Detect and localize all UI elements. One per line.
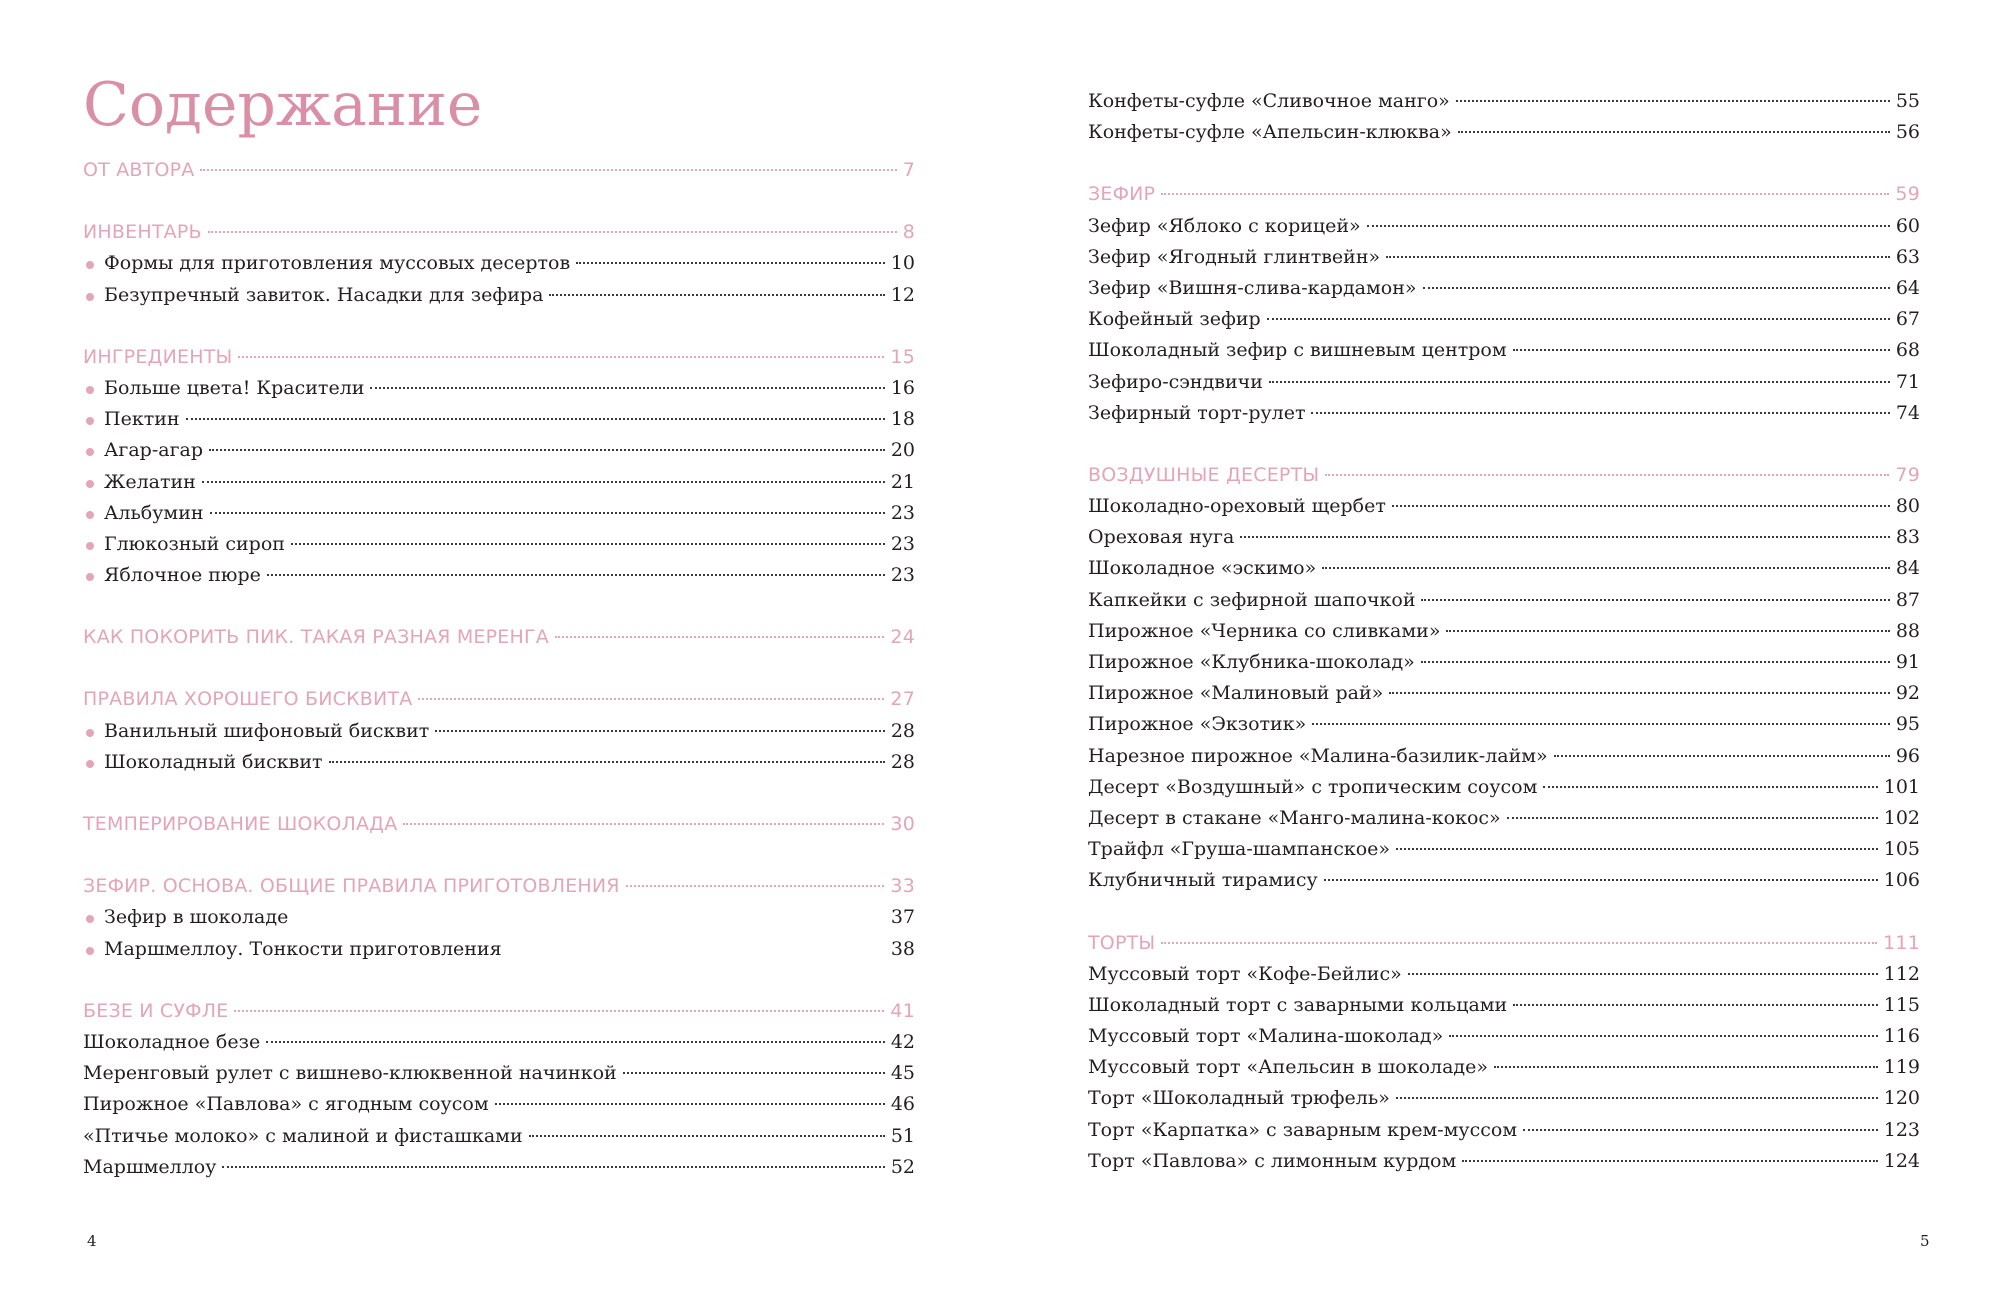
toc-page-number: 46 (890, 1093, 915, 1116)
toc-page-number: 111 (1883, 931, 1920, 954)
toc-entry-title: Ореховая нуга (1088, 526, 1235, 549)
toc-entry[interactable] (1088, 990, 1920, 1021)
toc-page-number: 56 (1895, 121, 1920, 144)
dot-leader (1389, 692, 1890, 694)
toc-entry[interactable] (1088, 678, 1920, 709)
dot-leader (208, 231, 897, 233)
dot-leader (1543, 786, 1877, 788)
toc-entry-title: Агар-агар (104, 439, 204, 462)
toc-bullet-entry[interactable] (83, 435, 915, 466)
toc-page-number: 23 (890, 532, 915, 555)
toc-entry-title: Зефир «Яблоко с корицей» (1088, 214, 1361, 237)
dot-leader (210, 512, 885, 514)
dot-leader (329, 761, 885, 763)
toc-page-number: 23 (890, 564, 915, 587)
toc-entry-title: Капкейки с зефирной шапочкой (1088, 588, 1416, 611)
toc-page-number: 21 (890, 470, 915, 493)
toc-page-number: 64 (1895, 276, 1920, 299)
toc-entry-title: Торт «Карпатка» с заварным крем-муссом (1088, 1118, 1518, 1141)
toc-entry[interactable] (1088, 273, 1920, 304)
section-gap (83, 186, 915, 217)
dot-leader (234, 1010, 884, 1012)
dot-leader (1312, 723, 1890, 725)
toc-entry[interactable] (1088, 647, 1920, 678)
toc-page-number: 71 (1895, 370, 1920, 393)
toc-entry[interactable] (1088, 398, 1920, 429)
dot-leader (1408, 973, 1878, 975)
toc-page-number: 51 (890, 1124, 915, 1147)
toc-bullet-entry[interactable] (83, 404, 915, 435)
toc-entry[interactable] (1088, 741, 1920, 772)
dot-leader (267, 574, 885, 576)
toc-entry-title: ВОЗДУШНЫЕ ДЕСЕРТЫ (1088, 463, 1320, 486)
dot-leader (1240, 536, 1889, 538)
toc-entry-title: БЕЗЕ И СУФЛЕ (83, 999, 229, 1022)
toc-entry-title: Больше цвета! Красители (104, 376, 365, 399)
dot-leader (1324, 879, 1878, 881)
page-title: Содержание (83, 70, 483, 140)
toc-entry-title: Зефирный торт-рулет (1088, 401, 1306, 424)
toc-page-number: 7 (902, 159, 915, 181)
dot-leader (1161, 942, 1877, 944)
dot-leader (1462, 1160, 1877, 1162)
toc-entry[interactable] (1088, 616, 1920, 647)
toc-column-left (83, 155, 915, 1183)
toc-page-number: 83 (1895, 526, 1920, 549)
toc-entry[interactable] (1088, 1052, 1920, 1083)
dot-leader (1396, 848, 1878, 850)
toc-section-heading[interactable] (83, 684, 915, 715)
toc-entry[interactable] (1088, 491, 1920, 522)
toc-entry-title: Ванильный шифоновый бисквит (104, 719, 430, 742)
dot-leader (200, 169, 896, 171)
toc-section-heading[interactable] (1088, 460, 1920, 491)
toc-entry-title: Десерт «Воздушный» с тропическим соусом (1088, 775, 1538, 798)
dot-leader (1446, 630, 1889, 632)
section-gap (1088, 148, 1920, 179)
toc-entry-title: Муссовый торт «Апельсин в шоколаде» (1088, 1056, 1489, 1079)
toc-entry-title: Конфеты-суфле «Апельсин-клюква» (1088, 121, 1452, 144)
page-number-left: 4 (87, 1232, 97, 1250)
dot-leader (435, 730, 885, 732)
toc-entry-title: Пирожное «Малиновый рай» (1088, 682, 1384, 705)
toc-entry-title: Яблочное пюре (104, 564, 261, 587)
dot-leader (555, 636, 884, 638)
toc-page-number: 45 (890, 1062, 915, 1085)
toc-entry-title: Десерт в стакане «Манго-малина-кокос» (1088, 806, 1501, 829)
toc-entry-title: Нарезное пирожное «Малина-базилик-лайм» (1088, 744, 1548, 767)
toc-entry[interactable] (83, 1058, 915, 1089)
toc-page-number: 60 (1895, 214, 1920, 237)
toc-entry[interactable] (1088, 86, 1920, 117)
toc-bullet-entry[interactable] (83, 934, 915, 965)
dot-leader (529, 1135, 885, 1137)
toc-entry-title: Трайфл «Груша-шампанское» (1088, 838, 1391, 861)
toc-entry-title: Пектин (104, 408, 180, 431)
dot-leader (1513, 349, 1890, 351)
toc-page-number: 95 (1895, 713, 1920, 736)
toc-page-number: 68 (1895, 339, 1920, 362)
toc-entry[interactable] (1088, 709, 1920, 740)
toc-entry[interactable] (1088, 335, 1920, 366)
toc-entry-title: Кофейный зефир (1088, 308, 1261, 331)
dot-leader (1267, 318, 1890, 320)
toc-entry-title: Конфеты-суфле «Сливочное манго» (1088, 90, 1450, 112)
toc-section-heading[interactable] (83, 155, 915, 186)
toc-entry[interactable] (1088, 211, 1920, 242)
toc-page-number: 115 (1883, 993, 1920, 1016)
dot-leader (1386, 256, 1890, 258)
toc-page-number: 10 (890, 252, 915, 275)
toc-entry-title: ТЕМПЕРИРОВАНИЕ ШОКОЛАДА (83, 813, 398, 835)
toc-section-heading[interactable] (83, 342, 915, 373)
toc-entry-title: ОТ АВТОРА (83, 159, 195, 181)
dot-leader (1494, 1066, 1878, 1068)
dot-leader (1507, 817, 1878, 819)
toc-page-number: 102 (1883, 806, 1920, 829)
toc-page-number: 37 (890, 906, 915, 929)
dot-leader (1456, 100, 1890, 102)
toc-page-number: 116 (1883, 1025, 1920, 1048)
toc-entry-title: Пирожное «Клубника-шоколад» (1088, 651, 1415, 673)
section-gap (83, 965, 915, 996)
toc-entry[interactable] (1088, 1115, 1920, 1146)
toc-entry-title: Шоколадный бисквит (104, 750, 323, 773)
toc-bullet-entry[interactable] (83, 373, 915, 404)
toc-page-number: 20 (890, 439, 915, 462)
dot-leader (291, 543, 885, 545)
dot-leader (403, 823, 884, 825)
toc-entry-title: ИНВЕНТАРЬ (83, 221, 202, 244)
toc-entry-title: Меренговый рулет с вишнево-клюквенной начинкой (83, 1062, 617, 1085)
toc-page-number: 33 (890, 875, 915, 898)
dot-leader (1311, 412, 1889, 414)
toc-page-number: 91 (1895, 651, 1920, 673)
toc-entry-title: ЗЕФИР (1088, 183, 1156, 206)
toc-page-number: 41 (890, 999, 915, 1022)
toc-entry[interactable] (1088, 772, 1920, 803)
toc-page-number: 12 (890, 283, 915, 306)
toc-entry-title: Желатин (104, 470, 196, 493)
toc-page-number: 38 (890, 937, 915, 960)
toc-bullet-entry[interactable] (83, 902, 915, 933)
dot-leader (1523, 1129, 1878, 1131)
toc-entry[interactable] (1088, 865, 1920, 896)
toc-entry[interactable] (1088, 304, 1920, 335)
dot-leader (202, 481, 885, 483)
toc-entry[interactable] (1088, 834, 1920, 865)
toc-section-heading[interactable] (1088, 179, 1920, 210)
dot-leader (1322, 567, 1890, 569)
toc-page-number: 18 (890, 408, 915, 431)
toc-page-number: 120 (1883, 1087, 1920, 1110)
toc-entry-title: Шоколадное безе (83, 1030, 261, 1053)
dot-leader (1325, 474, 1889, 476)
toc-entry-title: «Птичье молоко» с малиной и фисташками (83, 1124, 523, 1147)
toc-page-number: 8 (902, 221, 915, 244)
toc-page-number: 124 (1883, 1149, 1920, 1172)
section-gap (83, 591, 915, 622)
toc-entry-title: Маршмеллоу. Тонкости приготовления (104, 937, 502, 960)
dot-leader (549, 294, 884, 296)
toc-bullet-entry[interactable] (83, 560, 915, 591)
toc-entry-title: Зефиро-сэндвичи (1088, 370, 1263, 393)
toc-entry-title: ПРАВИЛА ХОРОШЕГО БИСКВИТА (83, 688, 413, 711)
toc-page-number: 28 (890, 750, 915, 773)
toc-page-number: 55 (1895, 90, 1920, 112)
toc-entry-title: КАК ПОКОРИТЬ ПИК. ТАКАЯ РАЗНАЯ МЕРЕНГА (83, 626, 549, 649)
toc-section-heading[interactable] (1088, 928, 1920, 959)
toc-entry[interactable] (83, 1027, 915, 1058)
toc-page-number: 92 (1895, 682, 1920, 705)
toc-page-number: 23 (890, 501, 915, 524)
toc-entry-title: Клубничный тирамису (1088, 869, 1318, 892)
toc-page-number: 112 (1883, 962, 1920, 985)
dot-leader (1421, 599, 1889, 601)
toc-entry[interactable] (1088, 585, 1920, 616)
toc-page-number: 79 (1895, 463, 1920, 486)
toc-entry[interactable] (1088, 242, 1920, 273)
dot-leader (1513, 1004, 1878, 1006)
toc-page-number: 84 (1895, 557, 1920, 580)
toc-page-number: 105 (1883, 838, 1920, 861)
toc-page-number: 80 (1895, 495, 1920, 518)
dot-leader (1161, 193, 1889, 195)
toc-entry-title: Безупречный завиток. Насадки для зефира (104, 283, 544, 306)
section-gap (83, 311, 915, 342)
toc-entry-title: Торт «Шоколадный трюфель» (1088, 1087, 1390, 1110)
toc-section-heading[interactable] (83, 871, 915, 902)
toc-entry[interactable] (1088, 522, 1920, 553)
toc-entry-title: Шоколадный зефир с вишневым центром (1088, 339, 1507, 362)
toc-entry-title: Шоколадный торт с заварными кольцами (1088, 993, 1508, 1016)
dot-leader (266, 1041, 885, 1043)
toc-entry-title: Пирожное «Павлова» с ягодным соусом (83, 1093, 489, 1116)
toc-entry[interactable] (83, 1121, 915, 1152)
toc-entry-title: ИНГРЕДИЕНТЫ (83, 345, 233, 368)
toc-entry-title: Альбумин (104, 501, 204, 524)
dot-leader (1392, 505, 1890, 507)
toc-entry-title: Пирожное «Черника со сливками» (1088, 619, 1441, 642)
dot-leader (576, 262, 885, 264)
toc-entry[interactable] (1088, 959, 1920, 990)
dot-leader (1449, 1035, 1878, 1037)
page-number-right: 5 (1920, 1232, 1930, 1250)
toc-bullet-entry[interactable] (83, 467, 915, 498)
toc-page-number: 119 (1883, 1056, 1920, 1079)
section-gap (83, 778, 915, 809)
dot-leader (222, 1166, 884, 1168)
toc-entry-title: Пирожное «Экзотик» (1088, 713, 1307, 736)
toc-page-number: 88 (1895, 619, 1920, 642)
toc-entry[interactable] (1088, 553, 1920, 584)
toc-entry-title: Муссовый торт «Кофе-Бейлис» (1088, 962, 1402, 985)
toc-entry-title: Шоколадное «эскимо» (1088, 557, 1317, 580)
toc-entry-title: Зефир в шоколаде (104, 906, 289, 929)
toc-entry-title: Глюкозный сироп (104, 532, 285, 555)
toc-bullet-entry[interactable] (83, 747, 915, 778)
toc-entry-title: Муссовый торт «Малина-шоколад» (1088, 1025, 1444, 1048)
toc-page-number: 42 (890, 1030, 915, 1053)
toc-bullet-entry[interactable] (83, 248, 915, 279)
toc-entry[interactable] (1088, 1146, 1920, 1177)
toc-page-number: 52 (890, 1155, 915, 1178)
section-gap (83, 840, 915, 871)
toc-page-number: 30 (890, 813, 915, 835)
toc-entry[interactable] (1088, 117, 1920, 148)
toc-section-heading[interactable] (83, 217, 915, 248)
toc-column-right (1088, 86, 1920, 1177)
dot-leader (209, 449, 885, 451)
toc-entry[interactable] (1088, 367, 1920, 398)
dot-leader (623, 1072, 885, 1074)
dot-leader (238, 356, 884, 358)
toc-entry-title: Маршмеллоу (83, 1155, 217, 1178)
toc-page-number: 27 (890, 688, 915, 711)
section-gap (83, 653, 915, 684)
dot-leader (495, 1103, 885, 1105)
toc-bullet-entry[interactable] (83, 280, 915, 311)
toc-bullet-entry[interactable] (83, 529, 915, 560)
toc-page-number: 87 (1895, 588, 1920, 611)
right-page (1000, 0, 2000, 1289)
dot-leader (626, 885, 885, 887)
toc-page-number: 24 (890, 626, 915, 649)
toc-section-heading[interactable] (83, 809, 915, 840)
toc-entry-title: Торт «Павлова» с лимонным курдом (1088, 1149, 1457, 1172)
dot-leader (1421, 661, 1890, 663)
toc-page-number: 96 (1895, 744, 1920, 767)
toc-section-heading[interactable] (83, 996, 915, 1027)
toc-page-number: 63 (1895, 245, 1920, 268)
dot-leader (370, 387, 884, 389)
toc-entry-title: Шоколадно-ореховый щербет (1088, 495, 1386, 518)
toc-page-number: 15 (890, 345, 915, 368)
section-gap (1088, 429, 1920, 460)
toc-entry-title: Зефир «Ягодный глинтвейн» (1088, 245, 1381, 268)
dot-leader (1458, 131, 1890, 133)
dot-leader (186, 418, 885, 420)
dot-leader (1269, 381, 1890, 383)
toc-entry[interactable] (1088, 1083, 1920, 1114)
toc-page-number: 123 (1883, 1118, 1920, 1141)
dot-leader (1554, 755, 1890, 757)
toc-bullet-entry[interactable] (83, 716, 915, 747)
toc-entry-title: Зефир «Вишня-слива-кардамон» (1088, 276, 1417, 299)
toc-page-number: 28 (890, 719, 915, 742)
toc-section-heading[interactable] (83, 622, 915, 653)
toc-page-number: 74 (1895, 401, 1920, 424)
toc-entry[interactable] (1088, 803, 1920, 834)
toc-entry-title: ЗЕФИР. ОСНОВА. ОБЩИЕ ПРАВИЛА ПРИГОТОВЛЕНИЯ (83, 875, 620, 898)
toc-entry[interactable] (83, 1152, 915, 1183)
toc-entry[interactable] (1088, 1021, 1920, 1052)
section-gap (1088, 897, 1920, 928)
toc-entry[interactable] (83, 1089, 915, 1120)
dot-leader (1396, 1097, 1878, 1099)
toc-page-number: 106 (1883, 869, 1920, 892)
dot-leader (418, 698, 884, 700)
toc-page-number: 67 (1895, 308, 1920, 331)
toc-bullet-entry[interactable] (83, 498, 915, 529)
toc-page-number: 59 (1895, 183, 1920, 206)
toc-entry-title: Формы для приготовления муссовых десертов (104, 252, 571, 275)
toc-page-number: 101 (1883, 775, 1920, 798)
toc-entry-title: ТОРТЫ (1088, 931, 1156, 954)
dot-leader (1423, 287, 1890, 289)
dot-leader (1367, 225, 1890, 227)
toc-page-number: 16 (890, 376, 915, 399)
